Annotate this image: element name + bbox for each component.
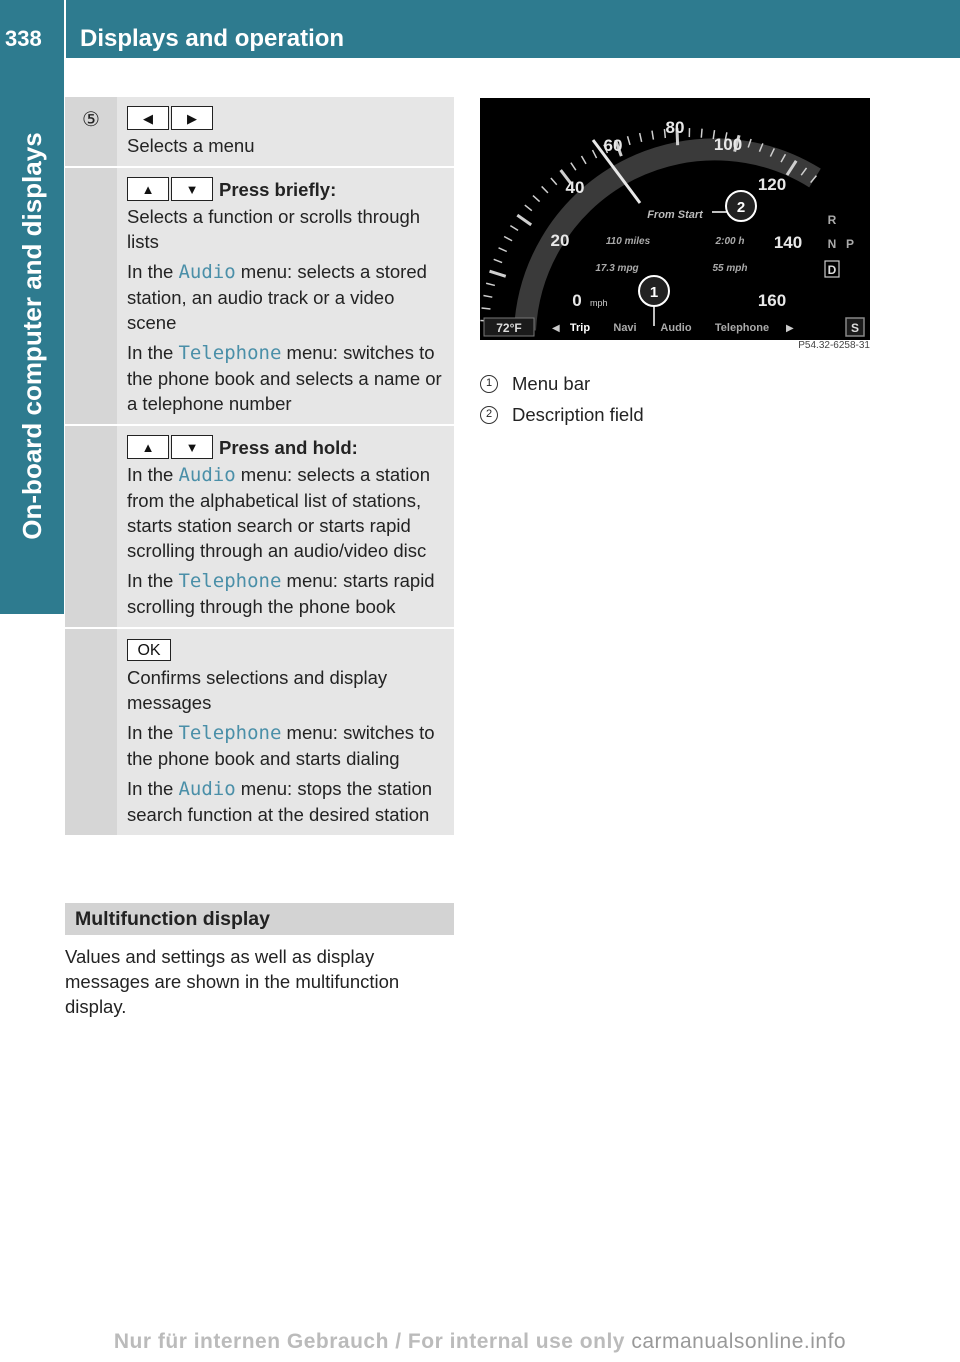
gauge-tick — [510, 226, 518, 231]
menu-term: Audio — [178, 778, 236, 800]
gauge-tick — [499, 248, 507, 252]
speed-label: 160 — [757, 291, 787, 310]
table-row — [65, 168, 454, 426]
gauge-tick — [483, 296, 492, 298]
gear-d: D — [827, 263, 837, 277]
row-paragraph: In the Telephone menu: starts rapid scrolling through the phone book — [127, 570, 435, 617]
speed-label: 140 — [773, 233, 803, 252]
key-group — [127, 105, 446, 131]
page-number: 338 — [5, 26, 42, 51]
menu-bar-item: Telephone — [714, 322, 770, 334]
legend-item — [480, 399, 900, 430]
gauge-tick — [571, 163, 576, 170]
key-symbol-icon: ▲ — [127, 177, 169, 201]
gauge-tick — [504, 237, 512, 241]
section-title: Multifunction display — [65, 903, 454, 935]
row-number — [65, 426, 117, 627]
row-description — [117, 97, 454, 166]
gauge-tick — [486, 283, 495, 285]
legend-number: 1 — [480, 375, 498, 393]
menu-term: Audio — [178, 261, 236, 283]
speed-label: 120 — [757, 175, 787, 194]
figure-legend — [480, 368, 900, 430]
cluster-illustration — [480, 98, 870, 340]
legend-number: 2 — [480, 406, 498, 424]
speed-label: 60 — [603, 136, 623, 155]
menu-term: Telephone — [178, 342, 282, 364]
sidebar-tab — [0, 58, 64, 614]
callout-number: 2 — [736, 199, 746, 216]
menu-term: Audio — [178, 464, 236, 486]
section-body: Values and settings as well as display messages are shown in the multifunction display. — [65, 946, 400, 1017]
row-number: ⑤ — [65, 97, 117, 166]
key-action-heading: Press briefly: — [219, 178, 337, 200]
row-description — [117, 426, 454, 627]
gear-r: R — [827, 213, 837, 227]
gauge-tick — [701, 129, 702, 138]
legend-label: Description field — [512, 404, 644, 425]
gauge-tick — [533, 196, 540, 202]
figure-code: P54.32-6258-31 — [798, 340, 870, 351]
gauge-tick — [551, 178, 557, 185]
gauge-tick — [640, 133, 642, 142]
row-paragraph: In the Audio menu: selects a station from the alphabetical list of stations, starts station search or starts rapid scrolling through an audio/video disc — [127, 464, 430, 561]
menu-term: Telephone — [178, 570, 282, 592]
menu-right-arrow-icon: ▶ — [786, 323, 794, 334]
table-row — [65, 426, 454, 629]
key-group — [127, 176, 446, 202]
key-group — [127, 434, 446, 460]
row-paragraph: In the Telephone menu: switches to the phone book and starts dialing — [127, 722, 435, 769]
gauge-tick — [494, 259, 502, 262]
speed-label: 40 — [565, 178, 585, 197]
key-group — [127, 637, 446, 663]
instrument-cluster-figure — [480, 98, 870, 340]
row-paragraph: Selects a function or scrolls through lists — [127, 206, 421, 252]
row-paragraph: In the Audio menu: stops the station search function at the desired station — [127, 778, 433, 825]
key-symbol-icon: ▶ — [171, 106, 213, 130]
controls-table — [65, 97, 454, 837]
row-paragraph: In the Telephone menu: switches to the phone book and selects a name or a telephone number — [127, 342, 442, 414]
callout-number: 1 — [649, 284, 659, 301]
table-row — [65, 629, 454, 837]
gauge-tick — [542, 186, 548, 192]
menu-term: Telephone — [178, 722, 282, 744]
key-action-heading: Press and hold: — [219, 436, 358, 458]
key-symbol-icon: OK — [127, 639, 171, 661]
trip-value: 55 mph — [712, 263, 748, 274]
row-number — [65, 629, 117, 835]
row-paragraph: Selects a menu — [127, 135, 255, 156]
gear-n: N — [827, 237, 837, 251]
watermark-text: Nur für internen Gebrauch / For internal use only — [113, 1330, 625, 1353]
gauge-tick — [581, 156, 586, 164]
gauge-tick — [482, 308, 491, 309]
key-symbol-icon: ◀ — [127, 106, 169, 130]
page-header — [0, 0, 960, 58]
row-paragraph: In the Audio menu: selects a stored station, an audio track or a video scene — [127, 261, 427, 333]
gauge-tick — [593, 150, 597, 158]
speed-label: 20 — [550, 231, 570, 250]
legend-item — [480, 368, 900, 399]
header-divider — [64, 0, 66, 58]
gauge-tick — [627, 136, 630, 145]
gear-p: P — [845, 237, 855, 251]
key-symbol-icon: ▼ — [171, 177, 213, 201]
key-symbol-icon: ▲ — [127, 435, 169, 459]
s-indicator: S — [850, 321, 860, 335]
speed-label: 0 — [572, 291, 582, 310]
menu-bar-item: Navi — [613, 322, 637, 334]
speed-unit: mph — [590, 298, 608, 308]
row-description — [117, 629, 454, 835]
gauge-tick — [490, 271, 506, 276]
gauge-tick — [652, 131, 653, 140]
menu-bar-item: Trip — [569, 322, 591, 334]
trip-value: 2:00 h — [715, 236, 745, 247]
footer-watermark — [0, 1330, 960, 1354]
legend-label: Menu bar — [512, 373, 591, 394]
trip-value: 17.3 mpg — [595, 263, 639, 274]
table-row — [65, 97, 454, 168]
gauge-tick — [525, 205, 532, 211]
menu-bar-item: Audio — [660, 322, 692, 334]
row-description — [117, 168, 454, 424]
page-title: Displays and operation — [80, 25, 345, 52]
speed-label: 100 — [713, 135, 743, 154]
sidebar-label: On-board computer and displays — [17, 132, 47, 540]
description-title: From Start — [647, 209, 703, 221]
row-number — [65, 168, 117, 424]
trip-value: 110 miles — [605, 236, 651, 247]
temperature-value: 72°F — [496, 321, 522, 335]
key-symbol-icon: ▼ — [171, 435, 213, 459]
gauge-tick — [517, 215, 531, 225]
row-paragraph: Confirms selections and display messages — [127, 667, 388, 713]
menu-left-arrow-icon: ◀ — [552, 323, 560, 334]
speed-label: 80 — [665, 118, 685, 137]
watermark-site: carmanualsonline.info — [631, 1330, 847, 1353]
